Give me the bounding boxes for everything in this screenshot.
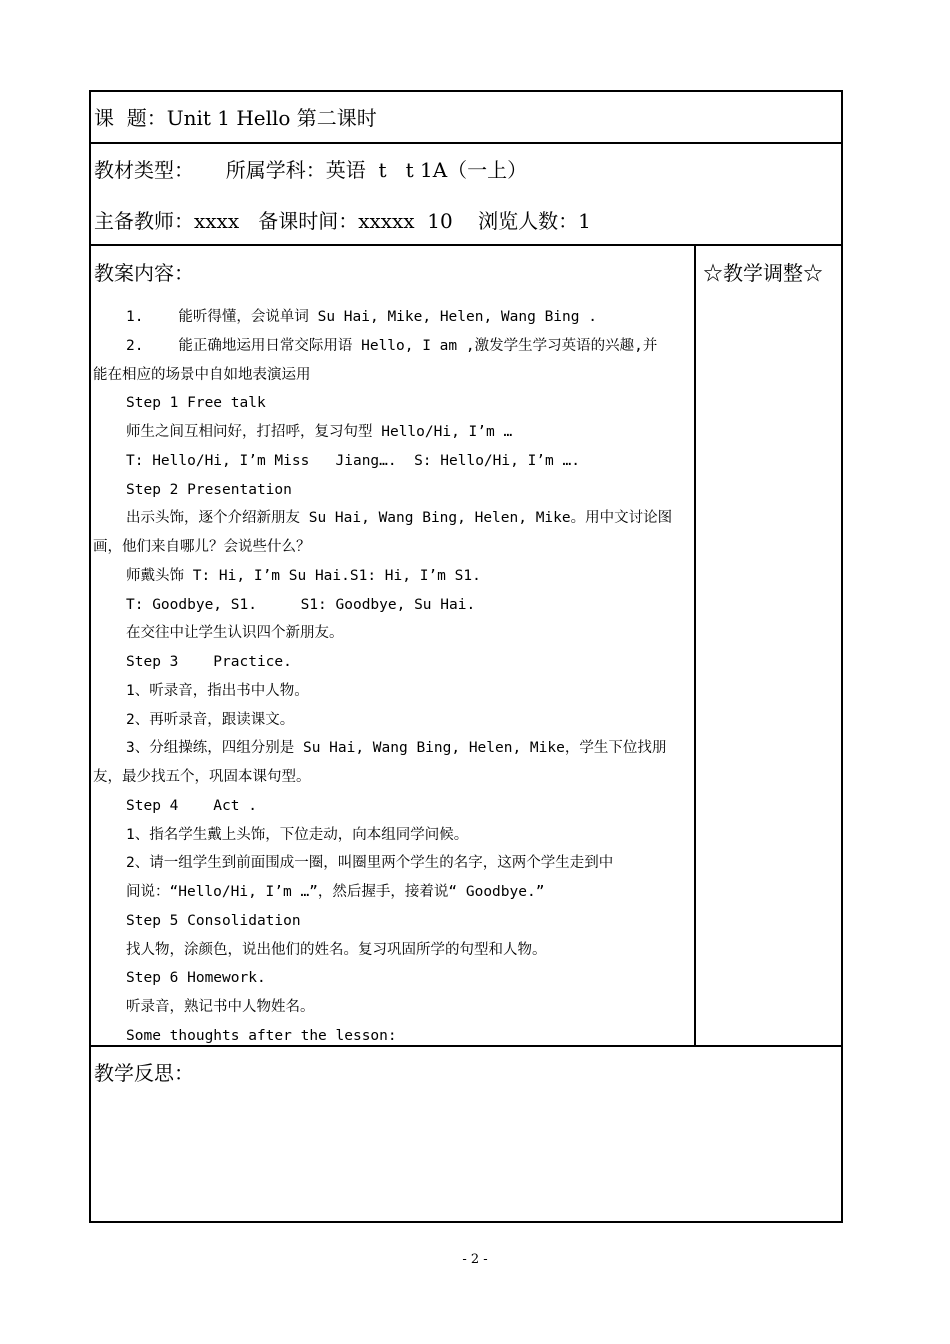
content-line: Some thoughts after the lesson:: [126, 1027, 397, 1044]
reflection-heading: 教学反思：: [94, 1061, 194, 1085]
lesson-title: 课 题：Unit 1 Hello 第二课时: [94, 106, 377, 130]
content-line: Step 4 Act .: [126, 797, 257, 814]
teacher-time-views-line: 主备教师：xxxx 备课时间：xxxxx 10 浏览人数：1: [94, 209, 591, 233]
page-number: - 2 -: [462, 1252, 488, 1267]
content-line: 间说：“Hello/Hi, I’m …”，然后握手，接着说“ Goodbye.”: [126, 884, 545, 900]
content-line: 3、分组操练，四组分别是 Su Hai, Wang Bing, Helen, Mike，学生下位找朋: [126, 740, 667, 757]
content-line: Step 5 Consolidation: [126, 912, 301, 929]
content-line: 师戴头饰 T: Hi, I’m Su Hai.S1: Hi, I’m S1.: [126, 567, 481, 584]
material-subject-line: 教材类型： 所属学科：英语 t t 1A（一上）: [94, 158, 528, 182]
content-line: 师生之间互相问好，打招呼，复习句型 Hello/Hi, I’m …: [126, 424, 513, 440]
content-line: Step 6 Homework.: [126, 970, 266, 987]
content-line: 在交往中让学生认识四个新朋友。: [126, 625, 344, 642]
meta-row: [91, 144, 841, 246]
content-line: 2、请一组学生到前面围成一圈，叫圈里两个学生的名字，这两个学生走到中: [126, 855, 614, 872]
content-line: 1、听录音，指出书中人物。: [126, 682, 309, 699]
content-line: T: Hello/Hi, I’m Miss Jiang…. S: Hello/Hi, I’m ….: [126, 452, 580, 469]
reflection-row: [91, 1047, 841, 1221]
content-line: 出示头饰，逐个介绍新朋友 Su Hai, Wang Bing, Helen, Mike。用中文讨论图: [126, 510, 673, 527]
content-line: 找人物，涂颜色，说出他们的姓名。复习巩固所学的句型和人物。: [126, 941, 547, 958]
content-line: 听录音，熟记书中人物姓名。: [126, 999, 315, 1015]
lesson-content-heading: 教案内容：: [94, 261, 194, 285]
content-line: Step 3 Practice.: [126, 654, 292, 670]
lesson-content-row: [91, 246, 841, 1047]
lesson-plan-table: [89, 90, 843, 1223]
column-divider: [694, 246, 696, 1045]
content-line: Step 2 Presentation: [126, 481, 292, 498]
lesson-content-text: [93, 303, 693, 1051]
content-line: 1. 能听得懂，会说单词 Su Hai, Mike, Helen, Wang Bing .: [126, 309, 597, 325]
content-line: 能在相应的场景中自如地表演运用: [93, 366, 311, 383]
content-line: 画，他们来自哪儿？会说些什么？: [93, 539, 311, 555]
content-line: 2、再听录音，跟读课文。: [126, 711, 295, 728]
content-line: 友，最少找五个，巩固本课句型。: [93, 769, 311, 785]
content-line: 1、指名学生戴上头饰，下位走动，向本组同学问候。: [126, 826, 469, 843]
content-line: T: Goodbye, S1. S1: Goodbye, Su Hai.: [126, 596, 476, 613]
content-line: 2. 能正确地运用日常交际用语 Hello, I am ,激发学生学习英语的兴趣,并: [126, 337, 658, 354]
title-row: [91, 92, 841, 144]
content-line: Step 1 Free talk: [126, 395, 266, 412]
teaching-adjustment-heading: ☆教学调整☆: [703, 261, 823, 285]
